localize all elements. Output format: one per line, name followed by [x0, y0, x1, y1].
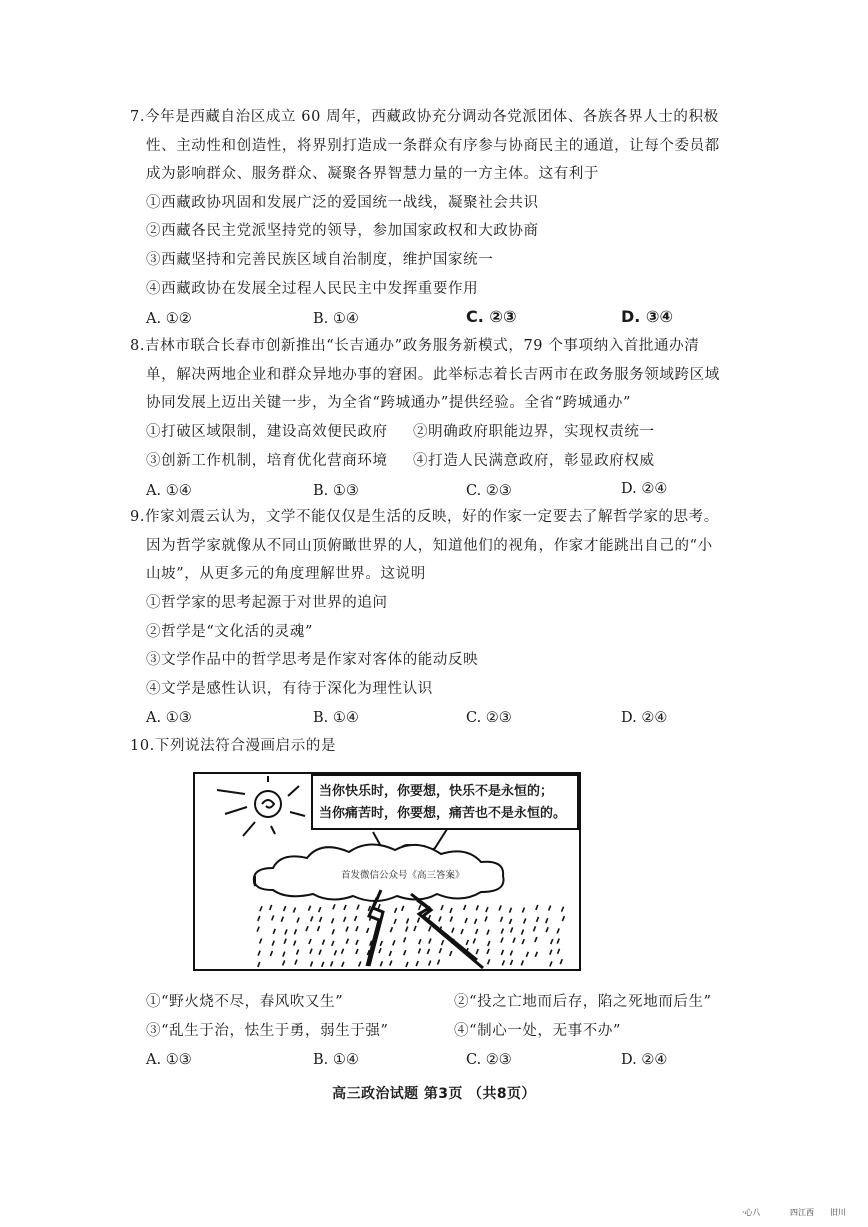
- q10-statement-2: ②“投之亡地而后存，陷之死地而后生”: [454, 994, 712, 1010]
- corner-mark-left: ·心八: [742, 1208, 761, 1217]
- lightning-bolts: [367, 890, 483, 968]
- q8-option-b[interactable]: B. ①③: [313, 483, 359, 499]
- q7-statement-4: ④西藏政协在发展全过程人民民主中发挥重要作用: [146, 281, 479, 297]
- q9-option-c[interactable]: C. ②③: [466, 710, 512, 726]
- q10-option-a[interactable]: A. ①③: [146, 1052, 192, 1068]
- q8-stem-line-2: 单，解决两地企业和群众异地办事的窘困。此举标志着长吉两市在政务服务领域跨区域: [146, 367, 720, 383]
- q7-statement-3: ③西藏坚持和完善民族区域自治制度，维护国家统一: [146, 252, 494, 268]
- q7-option-b[interactable]: B. ①④: [313, 311, 359, 327]
- q9-option-d[interactable]: D. ②④: [621, 710, 668, 726]
- sun-icon: [217, 776, 305, 836]
- cartoon-caption-line-2: 当你痛苦时，你要想，痛苦也不是永恒的。: [319, 806, 567, 821]
- cartoon-caption-line-1: 当你快乐时，你要想，快乐不是永恒的；: [319, 784, 554, 799]
- q8-statement-4: ④打造人民满意政府，彰显政府权威: [413, 453, 655, 469]
- q7-statement-2: ②西藏各民主党派坚持党的领导，参加国家政权和大政协商: [146, 223, 539, 239]
- page-footer: 高三政治试题 第3页 （共8页）: [332, 1086, 536, 1102]
- corner-mark-right: 旧川: [830, 1208, 846, 1217]
- q9-statement-3: ③文学作品中的哲学思考是作家对客体的能动反映: [146, 652, 479, 668]
- q8-stem-line-1: 8.吉林市联合长春市创新推出“长吉通办”政务服务新模式，79 个事项纳入首批通办清: [130, 338, 700, 354]
- q9-statement-2: ②哲学是“文化活的灵魂”: [146, 624, 314, 640]
- q9-stem-line-2: 因为哲学家就像从不同山顶俯瞰世界的人，知道他们的视角，作家才能跳出自己的“小: [146, 538, 713, 554]
- cartoon-caption-box: [311, 774, 579, 830]
- q9-statement-4: ④文学是感性认识，有待于深化为理性认识: [146, 681, 433, 697]
- q7-stem-line-3: 成为影响群众、服务群众、凝聚各界智慧力量的一方主体。这有利于: [146, 166, 599, 182]
- q9-option-a[interactable]: A. ①③: [146, 710, 192, 726]
- cartoon-watermark: 首发微信公众号《高三答案》: [341, 870, 465, 881]
- q10-statement-3: ③“乱生于治，怯生于勇，弱生于强”: [146, 1023, 389, 1039]
- q8-option-c[interactable]: C. ②③: [466, 483, 512, 499]
- q7-statement-1: ①西藏政协巩固和发展广泛的爱国统一战线，凝聚社会共识: [146, 195, 539, 211]
- q7-stem-line-1: 7.今年是西藏自治区成立 60 周年，西藏政协充分调动各党派团体、各族各界人士的积极: [130, 109, 719, 125]
- q10-option-c[interactable]: C. ②③: [466, 1052, 512, 1068]
- q7-option-d[interactable]: D. ③④: [621, 307, 674, 326]
- q9-stem-line-3: 山坡”，从更多元的角度理解世界。这说明: [146, 566, 426, 582]
- q9-statement-1: ①哲学家的思考起源于对世界的追问: [146, 595, 388, 611]
- corner-mark-mid: 四江西: [790, 1208, 814, 1217]
- q7-stem-line-2: 性、主动性和创造性，将界别打造成一条群众有序参与协商民主的通道，让每个委员都: [146, 138, 720, 154]
- q10-stem: 10.下列说法符合漫画启示的是: [130, 738, 337, 754]
- q8-statement-1: ①打破区域限制，建设高效便民政府: [146, 424, 388, 440]
- q8-statement-2: ②明确政府职能边界，实现权责统一: [413, 424, 655, 440]
- q8-option-d[interactable]: D. ②④: [621, 481, 668, 497]
- q7-option-c[interactable]: C. ②③: [466, 307, 517, 326]
- q8-stem-line-3: 协同发展上迈出关键一步，为全省“跨城通办”提供经验。全省“跨城通办”: [146, 395, 632, 411]
- q10-option-b[interactable]: B. ①④: [313, 1052, 359, 1068]
- q7-option-a[interactable]: A. ①②: [146, 311, 192, 327]
- q10-option-d[interactable]: D. ②④: [621, 1052, 668, 1068]
- q9-option-b[interactable]: B. ①④: [313, 710, 359, 726]
- q8-option-a[interactable]: A. ①④: [146, 483, 192, 499]
- q8-statement-3: ③创新工作机制，培育优化营商环境: [146, 453, 388, 469]
- q10-statement-4: ④“制心一处，无事不办”: [454, 1023, 622, 1039]
- q9-stem-line-1: 9.作家刘震云认为，文学不能仅仅是生活的反映，好的作家一定要去了解哲学家的思考。: [130, 509, 719, 525]
- rain-drops: [257, 904, 564, 967]
- q10-cartoon: [193, 772, 581, 971]
- q10-statement-1: ①“野火烧不尽，春风吹又生”: [146, 994, 344, 1010]
